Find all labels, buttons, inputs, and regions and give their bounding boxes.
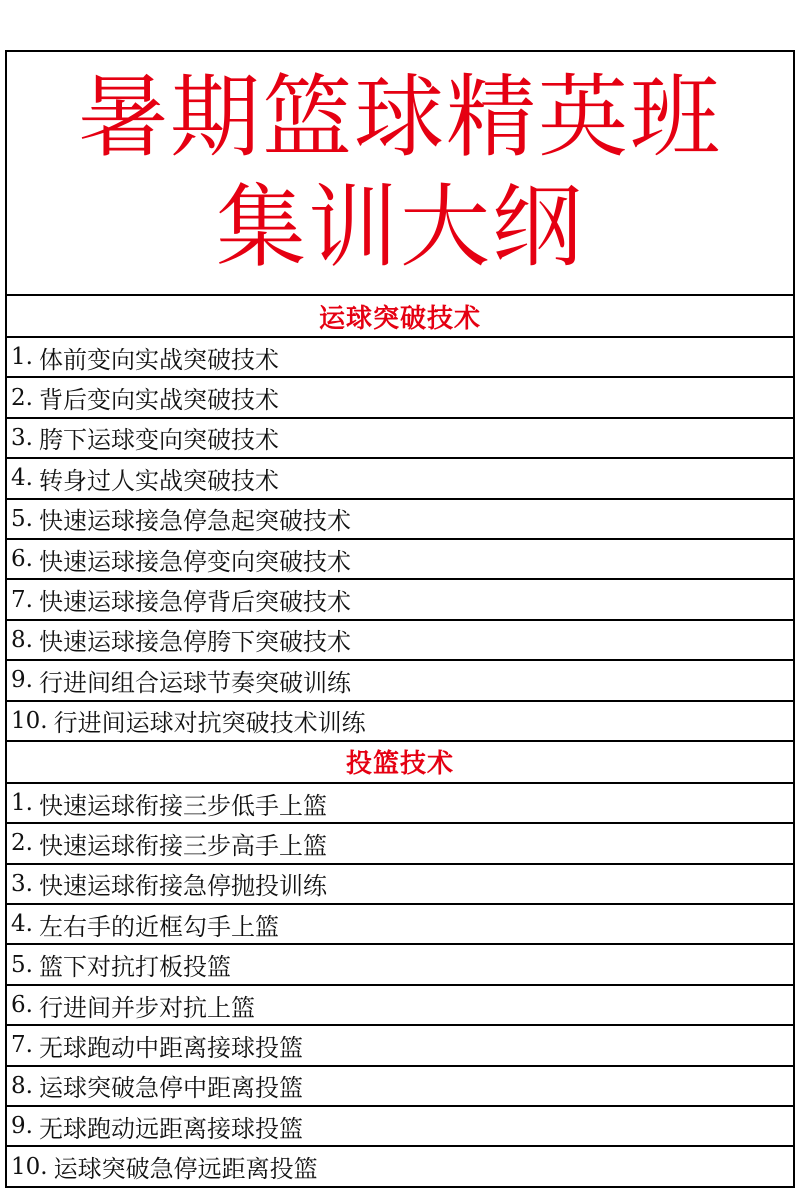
table-row	[7, 1026, 793, 1066]
table-row	[7, 1067, 793, 1107]
item-text: 运球突破急停远距离投篮	[53, 1155, 318, 1184]
table-row	[7, 784, 793, 824]
table-row	[7, 1147, 793, 1187]
table-row	[7, 905, 793, 945]
table-row	[7, 500, 793, 540]
item-text: 快速运球衔接三步高手上篮	[38, 831, 327, 860]
item-text: 快速运球接急停急起突破技术	[38, 507, 351, 536]
item-text: 行进间并步对抗上篮	[38, 993, 255, 1022]
item-text: 快速运球接急停背后突破技术	[38, 588, 351, 617]
item-text: 行进间组合运球节奏突破训练	[38, 668, 351, 697]
item-text: 转身过人实战突破技术	[38, 466, 279, 495]
item-number: 8.	[11, 626, 33, 653]
item-number: 5.	[11, 505, 33, 532]
table-row	[7, 621, 793, 661]
page-title-line-2: 集训大纲	[216, 175, 584, 280]
item-text: 背后变向实战突破技术	[38, 386, 279, 415]
section-header-shooting: 投篮技术	[7, 742, 793, 784]
section-header-dribble: 运球突破技术	[7, 296, 793, 338]
table-row	[7, 702, 793, 742]
table-row	[7, 338, 793, 378]
item-number: 9.	[11, 1113, 33, 1140]
item-text: 体前变向实战突破技术	[38, 345, 279, 374]
item-number: 8.	[11, 1072, 33, 1099]
item-number: 7.	[11, 1032, 33, 1059]
table-row	[7, 945, 793, 985]
item-number: 6.	[11, 546, 33, 573]
item-text: 无球跑动中距离接球投篮	[38, 1033, 303, 1062]
outline-table	[5, 50, 795, 1188]
table-row	[7, 459, 793, 499]
table-row	[7, 986, 793, 1026]
item-text: 行进间运球对抗突破技术训练	[53, 709, 366, 738]
item-number: 4.	[11, 911, 33, 938]
item-number: 7.	[11, 586, 33, 613]
table-row	[7, 824, 793, 864]
item-number: 5.	[11, 951, 33, 978]
item-number: 1.	[11, 344, 33, 371]
table-row	[7, 580, 793, 620]
item-number: 2.	[11, 830, 33, 857]
item-number: 10.	[11, 1153, 48, 1180]
table-row	[7, 865, 793, 905]
table-row	[7, 378, 793, 418]
item-number: 10.	[11, 707, 48, 734]
item-number: 3.	[11, 870, 33, 897]
page-title-line-1: 暑期篮球精英班	[78, 65, 722, 170]
item-text: 运球突破急停中距离投篮	[38, 1074, 303, 1103]
item-text: 左右手的近框勾手上篮	[38, 912, 279, 941]
item-number: 6.	[11, 992, 33, 1019]
item-text: 无球跑动远距离接球投篮	[38, 1114, 303, 1143]
item-text: 篮下对抗打板投篮	[38, 953, 231, 982]
item-text: 快速运球接急停胯下突破技术	[38, 628, 351, 657]
item-text: 快速运球衔接急停抛投训练	[38, 872, 327, 901]
item-number: 1.	[11, 790, 33, 817]
table-row	[7, 1107, 793, 1147]
table-row	[7, 661, 793, 701]
table-row	[7, 419, 793, 459]
item-text: 快速运球衔接三步低手上篮	[38, 791, 327, 820]
item-text: 胯下运球变向突破技术	[38, 426, 279, 455]
item-number: 3.	[11, 424, 33, 451]
item-number: 4.	[11, 465, 33, 492]
table-row	[7, 540, 793, 580]
item-number: 9.	[11, 667, 33, 694]
item-text: 快速运球接急停变向突破技术	[38, 547, 351, 576]
title-block	[7, 52, 793, 296]
item-number: 2.	[11, 384, 33, 411]
